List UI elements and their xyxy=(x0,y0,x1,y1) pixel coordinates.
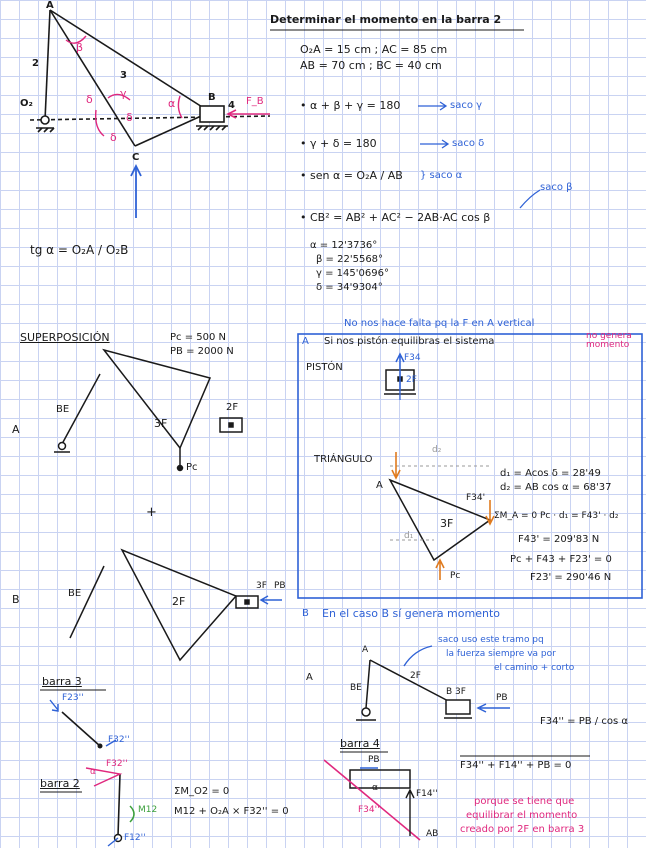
barra3-bar xyxy=(62,712,100,746)
tri-pc: Pc xyxy=(450,571,461,581)
tri-force-a xyxy=(392,452,400,478)
barra2-f32: F32'' xyxy=(106,759,128,769)
barra2-m12: M12 xyxy=(138,805,158,815)
label-b: B xyxy=(208,92,216,103)
f34-eq: F34'' = PB / cos α xyxy=(540,716,628,727)
label-alpha: α xyxy=(168,97,176,110)
case-b-a: A xyxy=(362,645,369,655)
barra2-eq2: M12 + O₂A × F32'' = 0 xyxy=(174,806,289,817)
sp-a-triangle xyxy=(104,350,210,448)
res-3: F23' = 290'46 N xyxy=(530,572,612,583)
sp-b-bar2 xyxy=(70,566,104,638)
label-o2: O₂ xyxy=(20,98,33,109)
angle-marks-top xyxy=(66,36,182,136)
eq-4: • CB² = AB² + AC² − 2AB·AC cos β xyxy=(300,211,491,224)
label-beta: β xyxy=(76,41,84,54)
triangulo-label: TRIÁNGULO xyxy=(314,454,373,465)
sp-a-3f: 3F xyxy=(154,417,168,430)
tri-f34p: F34' xyxy=(466,493,486,503)
barra2-f12: F12'' xyxy=(124,833,146,843)
eq-3: • sen α = O₂A / AB xyxy=(300,169,403,182)
bar-ab xyxy=(50,10,210,112)
barra4-pb: PB xyxy=(368,755,380,765)
moment-eq: ΣM_A = 0 Pc · d₁ = F43' · d₂ xyxy=(494,511,619,521)
label-bar-2: 2 xyxy=(32,58,39,69)
angle-alpha: α = 12'3736° xyxy=(310,240,378,251)
barra4-f34: F34'' xyxy=(358,805,380,815)
eq-3-note: } saco α xyxy=(420,170,463,181)
d1-label: d₁ xyxy=(404,531,414,541)
case-b-marker-a: A xyxy=(306,672,313,683)
barra2-eq1: ΣM_O2 = 0 xyxy=(174,786,230,797)
sum-eq: F34'' + F14'' + PB = 0 xyxy=(460,760,572,771)
barra2-m12-arc xyxy=(130,806,134,822)
eq-2: • γ + δ = 180 xyxy=(300,137,377,150)
barra4-ab-line xyxy=(324,760,420,840)
case-b-note-1: saco uso este tramo pq xyxy=(438,635,544,645)
case-b-marker: B xyxy=(302,608,309,619)
box-a-marker: A xyxy=(302,336,309,347)
barra3-node xyxy=(98,744,103,749)
piston-2f: 2F xyxy=(406,375,417,385)
marker-a: A xyxy=(12,423,20,436)
pink-note-2: equilibrar el momento xyxy=(466,810,578,821)
superposition-b xyxy=(70,550,258,660)
sp-b-be: BE xyxy=(68,588,82,599)
tri-3f: 3F xyxy=(440,517,454,530)
barra2-title: barra 2 xyxy=(40,777,80,790)
eq-2-note: saco δ xyxy=(452,138,485,149)
label-a: A xyxy=(46,0,54,11)
tri-force-pc xyxy=(436,560,444,580)
sp-a-pc: Pc xyxy=(186,462,198,473)
label-delta-3: δ xyxy=(110,131,117,144)
d1-eq: d₁ = Acos δ = 28'49 xyxy=(500,468,601,479)
alpha-arc xyxy=(178,96,182,118)
case-b-2f: 2F xyxy=(410,671,421,681)
superposition-a xyxy=(54,350,242,471)
barra3-f23: F23'' xyxy=(62,693,84,703)
case-b-b3f: B 3F xyxy=(446,687,466,697)
case-b-be: BE xyxy=(350,683,362,693)
barra2-bar xyxy=(118,774,120,836)
eq-1-note: saco γ xyxy=(450,100,483,111)
tri-a-label: A xyxy=(376,480,383,491)
angle-gamma: γ = 145'0696° xyxy=(316,268,389,279)
pink-note-1: porque se tiene que xyxy=(474,796,575,807)
eq-tg: tg α = O₂A / O₂B xyxy=(30,243,129,257)
case-b-note-arrow xyxy=(404,646,432,666)
box-a-line1: Si nos pistón equilibras el sistema xyxy=(324,336,495,347)
case-b-pb-arrow xyxy=(478,704,510,712)
dims-line-2: AB = 70 cm ; BC = 40 cm xyxy=(300,59,442,72)
piston-f34: F34 xyxy=(404,353,421,363)
mechanism-top xyxy=(30,10,270,146)
case-b-pb: PB xyxy=(496,693,508,703)
barra4-f14: F14'' xyxy=(416,789,438,799)
note-arrows xyxy=(418,102,540,208)
barra3-f32: F32'' xyxy=(108,735,130,745)
barra4-slider xyxy=(350,770,410,788)
marker-b: B xyxy=(12,593,20,606)
piston-label: PISTÓN xyxy=(306,362,343,373)
delta-arc xyxy=(96,110,104,136)
sp-b-box-3f: 3F xyxy=(256,581,267,591)
label-delta-1: δ xyxy=(86,93,93,106)
sp-b-pb: PB xyxy=(274,581,286,591)
case-b-note-2: la fuerza siempre va por xyxy=(446,649,556,659)
tri-force-f34 xyxy=(486,500,494,524)
label-bar-3: 3 xyxy=(120,70,127,81)
sp-a-be: BE xyxy=(56,404,70,415)
case-b-note-3: el camino + corto xyxy=(494,663,575,673)
dims-line-1: O₂A = 15 cm ; AC = 85 cm xyxy=(300,43,448,56)
angle-beta: β = 22'5568° xyxy=(316,254,384,265)
label-fb: F_B xyxy=(246,96,264,107)
label-bar-4: 4 xyxy=(228,100,235,111)
bar-2 xyxy=(45,10,50,120)
barra2-alpha: α xyxy=(90,767,96,777)
d2-label: d₂ xyxy=(432,445,442,455)
pink-note-3: creado por 2F en barra 3 xyxy=(460,824,585,835)
barra2-f12-arrow xyxy=(108,838,118,846)
label-gamma: γ xyxy=(120,87,127,100)
eq-4-note: saco β xyxy=(540,182,573,193)
res-1: F43' = 209'83 N xyxy=(518,534,600,545)
case-b-title: En el caso B sí genera momento xyxy=(322,607,501,620)
res-2: Pc + F43 + F23' = 0 xyxy=(510,554,612,565)
plus-sign: + xyxy=(146,505,157,520)
barra3-f23-arrow xyxy=(50,700,58,711)
slider-b xyxy=(200,106,224,122)
box-a-note-side: no genera momento xyxy=(586,331,632,350)
barra4-title: barra 4 xyxy=(340,737,380,750)
eq-1: • α + β + γ = 180 xyxy=(300,99,401,112)
superposition-title: SUPERPOSICIÓN xyxy=(20,331,110,344)
pivot-o2 xyxy=(41,116,49,124)
pb-value: PB = 2000 N xyxy=(170,346,234,357)
barra3-title: barra 3 xyxy=(42,675,82,688)
sp-a-box-2f: 2F xyxy=(226,402,239,413)
label-delta-2: δ xyxy=(126,111,133,124)
angle-delta: δ = 34'9304° xyxy=(316,282,383,293)
sp-b-2f: 2F xyxy=(172,595,186,608)
box-a-note-top: No nos hace falta pq la F en A vertical xyxy=(344,318,535,329)
d2-eq: d₂ = AB cos α = 68'37 xyxy=(500,482,612,493)
pc-value: Pc = 500 N xyxy=(170,332,227,343)
sp-b-pb-arrow xyxy=(261,596,282,604)
barra4-alpha: α xyxy=(372,783,378,793)
barra4-ab: AB xyxy=(426,829,439,839)
page-title: Determinar el momento en la barra 2 xyxy=(270,13,502,26)
label-c: C xyxy=(132,152,140,163)
